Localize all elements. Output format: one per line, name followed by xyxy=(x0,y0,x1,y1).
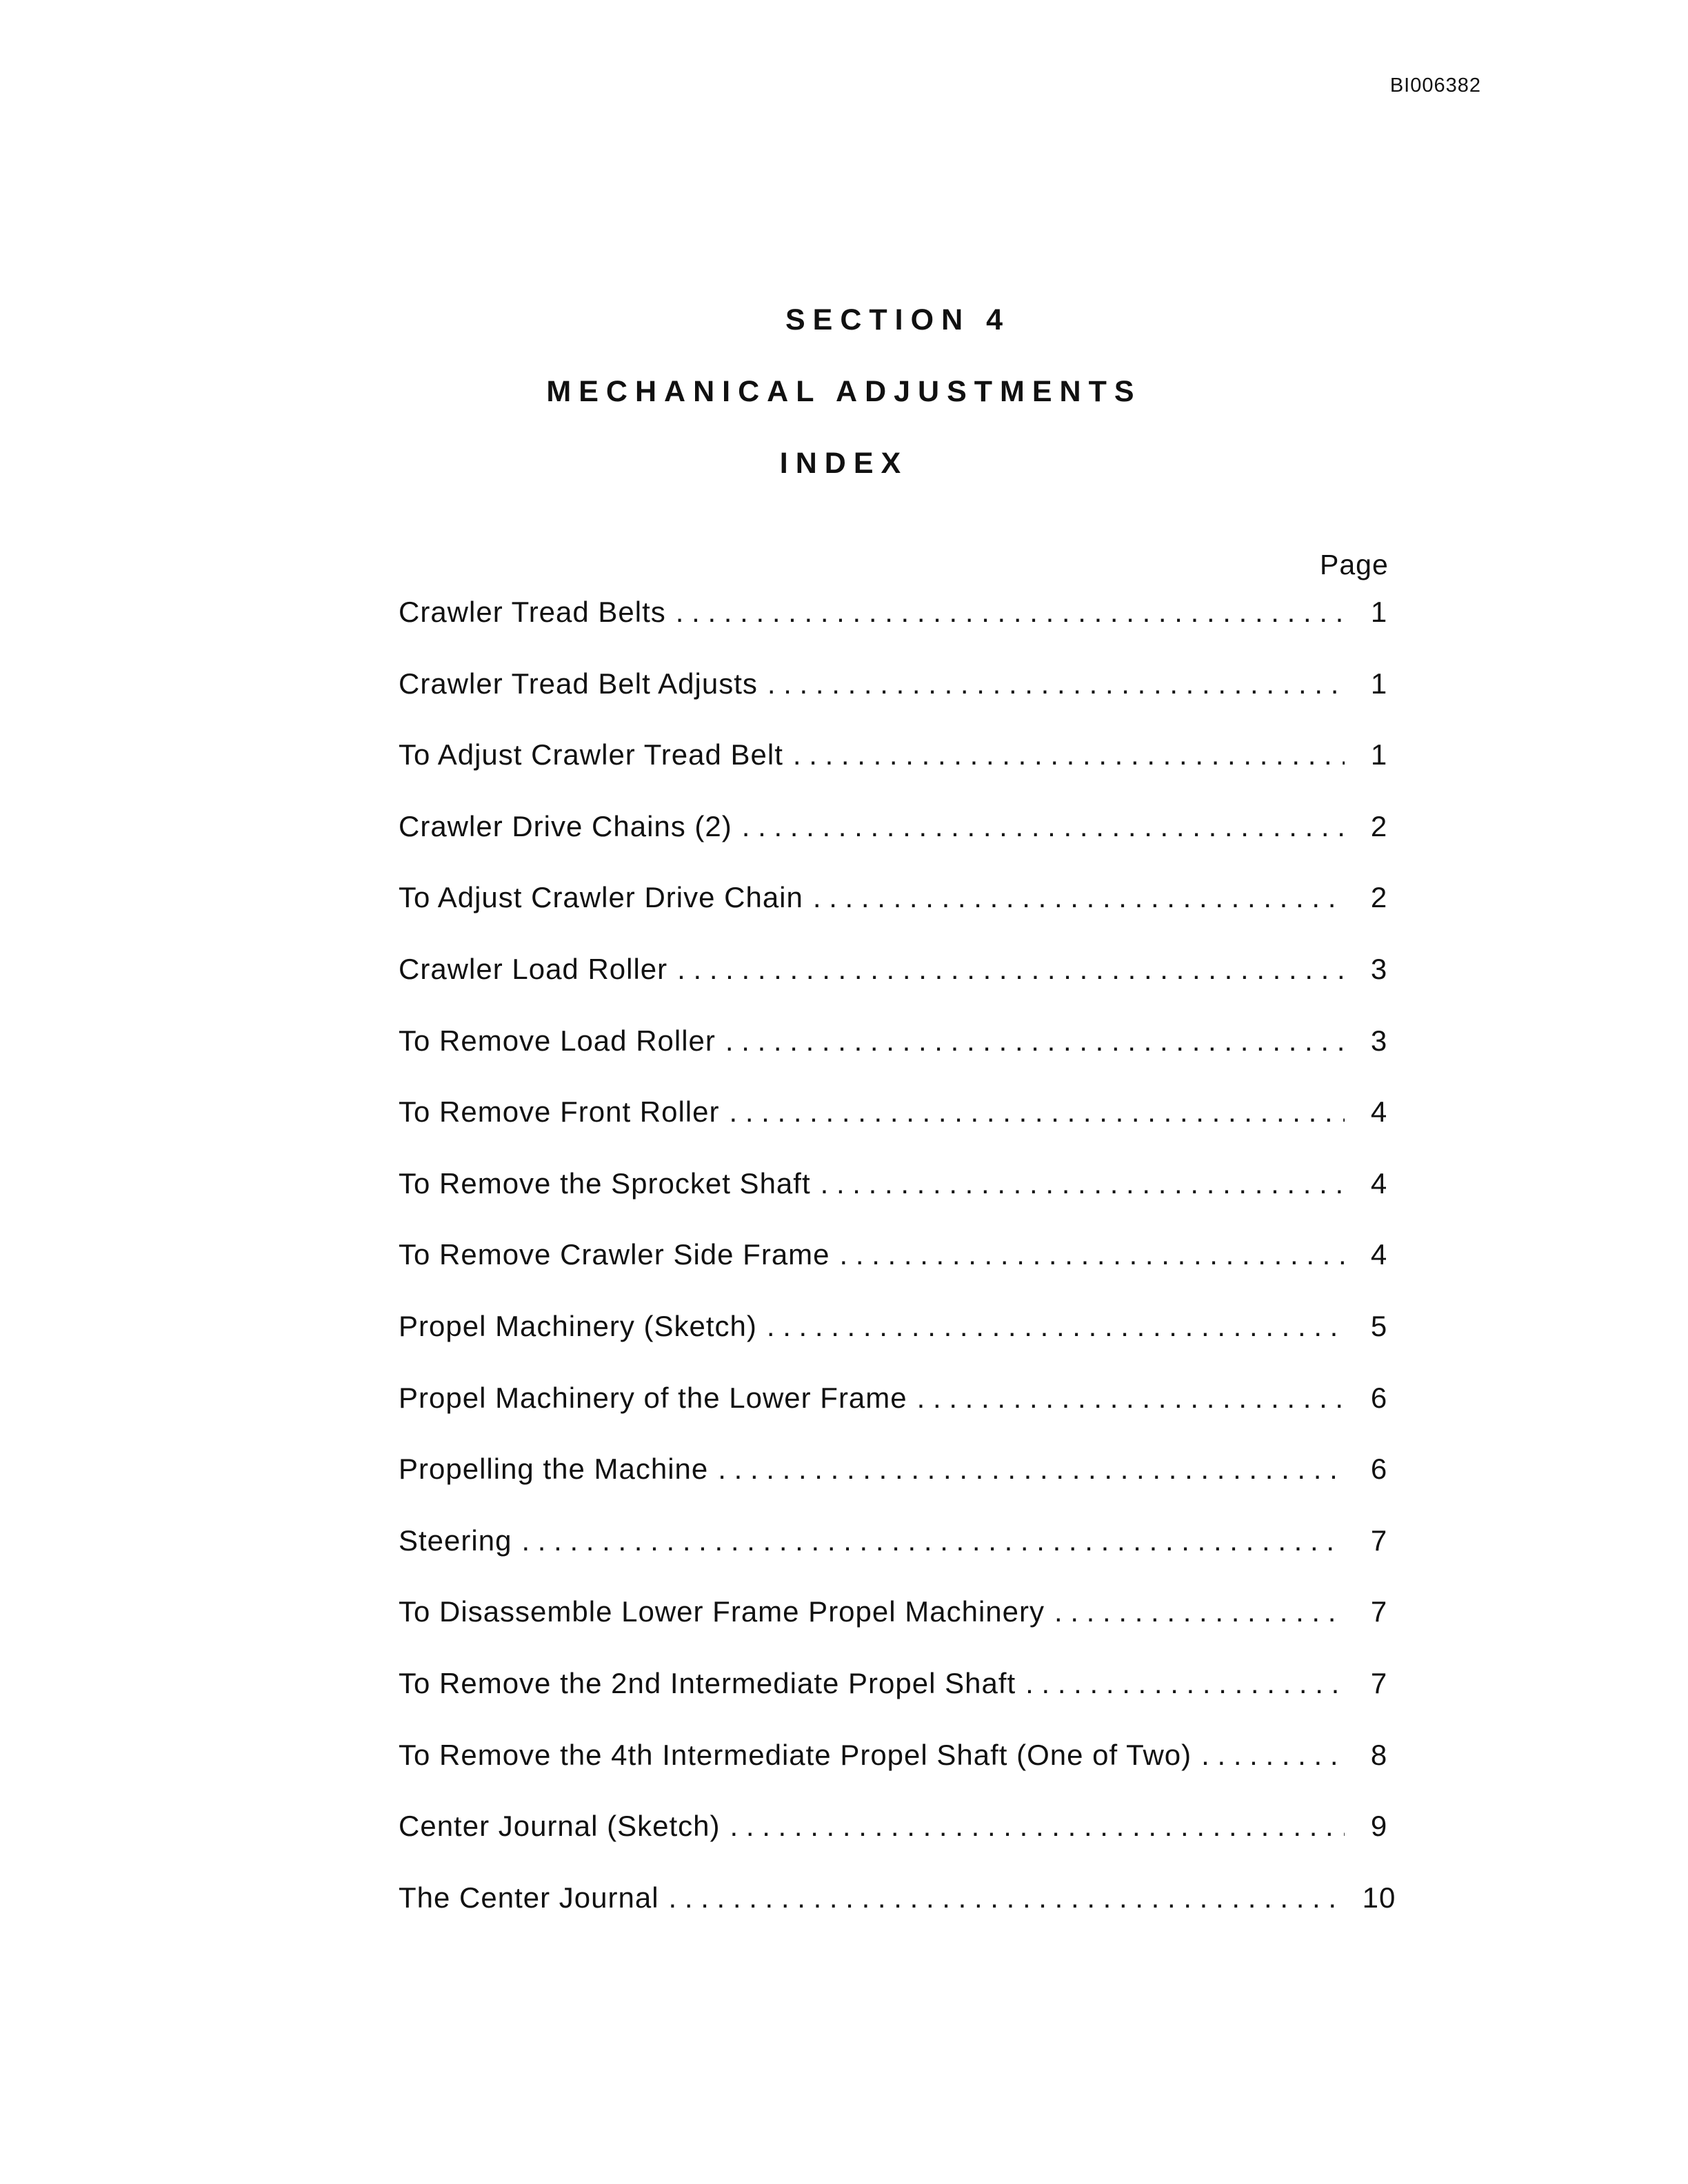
toc-entry-title: Propelling the Machine xyxy=(399,1453,709,1486)
toc-entry xyxy=(399,1667,1400,1739)
toc-entry-page: 3 xyxy=(1370,1024,1388,1057)
section-heading: SECTION 4 xyxy=(785,303,1010,336)
dot-leader xyxy=(1025,1667,1345,1700)
toc-entry-title: The Center Journal xyxy=(399,1881,659,1914)
toc-entry-title: To Remove the Sprocket Shaft xyxy=(399,1166,811,1200)
toc-entry-title: Propel Machinery (Sketch) xyxy=(399,1309,757,1342)
toc-entry xyxy=(399,1095,1400,1167)
dot-leader xyxy=(742,810,1345,843)
toc-entry xyxy=(399,1881,1400,1953)
toc-entry-title: To Disassemble Lower Frame Propel Machinery xyxy=(399,1595,1045,1628)
toc-entry-page: 7 xyxy=(1370,1524,1388,1557)
toc-entry xyxy=(399,1739,1400,1810)
toc-entry xyxy=(399,1310,1400,1382)
dot-leader xyxy=(840,1238,1345,1271)
dot-leader xyxy=(813,881,1345,914)
toc-entry-page: 4 xyxy=(1370,1166,1388,1200)
toc-entry xyxy=(399,596,1400,667)
page-column-header: Page xyxy=(1320,549,1389,580)
dot-leader xyxy=(821,1167,1345,1200)
toc-entry xyxy=(399,1167,1400,1239)
toc-entry-title: Center Journal (Sketch) xyxy=(399,1810,721,1843)
toc-entry-page: 3 xyxy=(1370,952,1388,985)
toc-entry-page: 4 xyxy=(1370,1238,1388,1271)
dot-leader xyxy=(677,953,1345,986)
toc-entry-title: To Remove Crawler Side Frame xyxy=(399,1238,830,1271)
index-heading: INDEX xyxy=(779,447,909,480)
toc-entry-title: To Remove the 4th Intermediate Propel Shaft (One of Two) xyxy=(399,1738,1192,1771)
dot-leader xyxy=(669,1881,1345,1914)
toc-entry-page: 6 xyxy=(1370,1381,1388,1414)
toc-entry-title: Crawler Tread Belt Adjusts xyxy=(399,667,758,700)
toc-entry xyxy=(399,1810,1400,1881)
toc-entry-page: 9 xyxy=(1370,1810,1388,1843)
toc-entry-title: To Adjust Crawler Drive Chain xyxy=(399,881,803,914)
dot-leader xyxy=(767,667,1345,700)
toc-entry-page: 1 xyxy=(1370,667,1388,700)
dot-leader xyxy=(521,1524,1345,1557)
toc-entry-title: Steering xyxy=(399,1524,512,1557)
dot-leader xyxy=(767,1310,1345,1343)
dot-leader xyxy=(729,1095,1345,1129)
toc-entry xyxy=(399,738,1400,810)
toc-entry-title: Crawler Tread Belts xyxy=(399,596,666,628)
toc-entry xyxy=(399,1524,1400,1596)
toc-entry-title: To Adjust Crawler Tread Belt xyxy=(399,738,783,771)
toc-entry-title: Crawler Load Roller xyxy=(399,952,668,985)
table-of-contents xyxy=(399,596,1400,1952)
toc-entry-page: 10 xyxy=(1362,1881,1396,1914)
toc-entry xyxy=(399,1238,1400,1310)
toc-entry-page: 2 xyxy=(1370,809,1388,842)
document-id: BI006382 xyxy=(1389,74,1481,97)
dot-leader xyxy=(730,1810,1345,1843)
toc-entry xyxy=(399,1595,1400,1667)
toc-entry xyxy=(399,881,1400,953)
dot-leader xyxy=(1201,1739,1345,1772)
dot-leader xyxy=(1054,1595,1345,1628)
toc-entry-page: 1 xyxy=(1370,738,1388,771)
dot-leader xyxy=(718,1453,1345,1486)
toc-entry xyxy=(399,953,1400,1024)
dot-leader xyxy=(676,596,1345,629)
toc-entry xyxy=(399,1382,1400,1453)
toc-entry-title: To Remove Front Roller xyxy=(399,1095,720,1129)
dot-leader xyxy=(725,1024,1345,1058)
toc-entry-title: Propel Machinery of the Lower Frame xyxy=(399,1381,907,1414)
toc-entry-page: 8 xyxy=(1370,1738,1388,1771)
toc-entry-page: 5 xyxy=(1370,1309,1388,1342)
toc-entry-title: To Remove Load Roller xyxy=(399,1024,716,1057)
subject-heading: MECHANICAL ADJUSTMENTS xyxy=(546,375,1142,408)
toc-entry-title: To Remove the 2nd Intermediate Propel Shaft xyxy=(399,1666,1016,1699)
toc-entry-title: Crawler Drive Chains (2) xyxy=(399,809,732,842)
toc-entry-page: 7 xyxy=(1370,1666,1388,1699)
toc-entry-page: 1 xyxy=(1370,596,1388,628)
toc-entry-page: 7 xyxy=(1370,1595,1388,1628)
toc-entry-page: 6 xyxy=(1370,1453,1388,1486)
toc-entry-page: 2 xyxy=(1370,881,1388,914)
toc-entry xyxy=(399,667,1400,739)
dot-leader xyxy=(917,1382,1345,1415)
toc-entry xyxy=(399,810,1400,882)
dot-leader xyxy=(793,738,1345,771)
toc-entry xyxy=(399,1453,1400,1524)
toc-entry xyxy=(399,1024,1400,1096)
toc-entry-page: 4 xyxy=(1370,1095,1388,1129)
